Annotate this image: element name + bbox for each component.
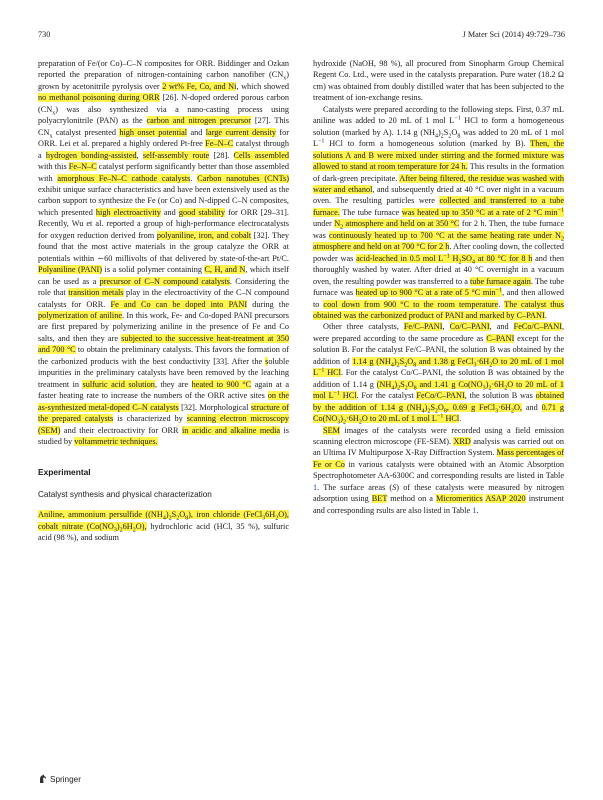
highlight: XRD: [453, 436, 471, 446]
highlight: continuously heated up to 700 °C at the same heating rate under $N_2$ atmosphere and held on at 700 °C for 2 h: [313, 230, 564, 252]
highlight: on the as-synthesized metal-doped C–N catalysts: [38, 391, 289, 412]
highlight: polyaniline, iron, and cobalt: [156, 230, 252, 240]
highlight: FeCo/C–PANI: [513, 322, 562, 332]
highlight: tube furnace again: [469, 276, 531, 286]
highlight: was heated up to 350 °C at a rate of 2 °C $\min^{-1}$: [401, 207, 564, 217]
highlight: SEM: [323, 425, 340, 435]
highlight: Cells assembled: [233, 150, 289, 160]
materials-paragraph: Aniline, ammonium persulfide $((NH_4)_2S_2O_8)$, iron chloride $(FeCl_36H_2O)$, cobalt nitrate $(Co(NO_3)_26H_2O)$, hydrochloric acid (HCl, 35 %), sulfuric acid (98 %), and sodium: [38, 510, 289, 543]
highlight: $N_2$ atmosphere and held on at 350 °C: [334, 219, 460, 231]
highlight: Mass percentages of Fe or Co: [313, 448, 564, 469]
highlight: heated up to 900 °C at a rate of 5 °C $\min^{-1}$: [355, 287, 503, 298]
highlight: Fe–N–C: [68, 162, 97, 172]
materials-continued-paragraph: hydroxide (NaOH, 98 %), all procured from Sinopharm Group Chemical Regent Co. Ltd., were used in the catalysts preparation. Pure water (18.2 Ω cm) was obtained from doubly distilled water that has been subjected to the treatment of ion-exchange resins.: [313, 59, 564, 103]
subsection-title: Catalyst synthesis and physical characterization: [38, 489, 212, 499]
publisher-name: Springer: [50, 774, 81, 784]
highlight: BET: [371, 494, 388, 504]
highlight: Polyaniline (PANI): [38, 265, 103, 275]
highlight: acid-leached in 0.5 mol $L^{-1}$ $H_2SO_4$ at 80 °C for 8 h: [356, 252, 533, 266]
highlight: Aniline, ammonium persulfide $((NH_4)_2S_2O_8)$, iron chloride $(FeCl_36H_2O)$, cobalt nitrate $(Co(NO_3)_26H_2O)$,: [38, 510, 289, 534]
highlight: good stability: [178, 207, 226, 217]
highlight: 2 wt% Fe, Co, and Ni: [162, 81, 237, 91]
highlight: 0.71 g $Co(NO_3)_2\cdot 6H_2O$ to 20 mL of 1 mol $L^{-1}$ HCl: [313, 402, 565, 426]
highlight: sulfuric acid solution: [82, 379, 155, 389]
springer-horse-icon: [38, 774, 47, 784]
highlight: collected and transferred to a tube furnace.: [313, 196, 564, 217]
highlight: high electroactivity: [95, 207, 161, 217]
highlight: no methanol poisoning during ORR: [38, 93, 160, 103]
highlight: Fe and Co can be doped into PANI: [110, 299, 248, 309]
highlight: subjected to the successive heat-treatment at 350 and 700 °C: [38, 333, 289, 355]
other-catalysts-paragraph: Other three catalysts, Fe/C–PANI, Co/C–PANI, and FeCo/C–PANI, were prepared according to the same procedure as C–PANI except for the solution B. For the catalyst Fe/C–PANI, the solution B was obtained by the addition of 1.14 g $(NH_4)_2S_2O_8$ and 1.38 g $FeCl_3\cdot 6H_2O$ to 20 mL of 1 mol $L^{-1}$ HCl. For the catalyst Co/C–PANI, the solution B was obtained by the addition of 1.14 g $(NH_4)_2S_2O_8$ and 1.41 g $Co(NO_3)_2\cdot 6H_2O$ to 20 mL of 1 mol $L^{-1}$ HCl. For the catalyst FeCo/C–PANI, the solution B was obtained by the addition of 1.14 g $(NH_4)_2S_2O_8$, 0.69 g $FeCl_3\cdot 6H_2O$, and 0.71 g $Co(NO_3)_2\cdot 6H_2O$ to 20 mL of 1 mol $L^{-1}$ HCl.: [313, 322, 565, 426]
highlight: polymerization of aniline: [38, 310, 122, 320]
highlight: transition metals: [68, 288, 124, 298]
highlight: large current density: [205, 127, 277, 137]
highlight: $(NH_4)_2S_2O_8$ and 1.41 g $Co(NO_3)_2\cdot 6H_2O$ to 20 mL of 1 mol $L^{-1}$ HCl: [313, 379, 564, 401]
characterization-paragraph: SEM images of the catalysts were recorded using a field emission scanning electron microscope (FE-SEM). XRD analysis was carried out on an Ultima IV Multipurpose X-Ray Diffraction System. Mass percentages of Fe or Co in various catalysts were obtained with an Atomic Absorption Spectrophotometer AA-6300C and corresponding results are listed in Table 1. The surface areas (S) of these catalysts were measured by nitrogen adsorption using BET method on a Micromeritics ASAP 2020 instrument and corresponding rsults are also listed in Table 1.: [313, 425, 565, 515]
footer: [38, 774, 81, 784]
procedure-paragraph: Catalysts were prepared according to the following steps. First, 0.37 mL aniline was added to 20 mL of 1 mol $L^{-1}$ HCl to form a homogeneous solution (marked by A). 1.14 g $(NH_4)_2S_2O_8$ was added to 20 mL of 1 mol $L^{-1}$ HCl to form a homogeneous solution (marked by B). Then, the solutions A and B were mixed under stirring and the formed mixture was allowed to stand at room temperature for 24 h. This results in the formation of dark-green precipitate. After being filtered, the residue was washed with water and ethanol, and subsequently dried at 40 °C over night in a vacuum oven. The resulting particles were collected and transferred to a tube furnace. The tube furnace was heated up to 350 °C at a rate of 2 °C $\min^{-1}$ under $N_2$ atmosphere and held on at 350 °C for 2 h. Then, the tube furnace was continuously heated up to 700 °C at the same heating rate under $N_2$ atmosphere and held on at 700 °C for 2 h. After cooling down, the collected powder was acid-leached in 0.5 mol $L^{-1}$ $H_2SO_4$ at 80 °C for 8 h and then thoroughly washed by water. After dried at 40 °C overnight in a vacuum oven, the resulting powder was transferred to a tube furnace again. The tube furnace was heated up to 900 °C at a rate of 5 °C $\min^{-1}$, and then allowed to cool down from 900 °C to the room temperature. The catalyst thus obtained was the carbonized product of PANI and marked by C–PANI.: [313, 104, 565, 320]
highlight: voltammetric techniques.: [74, 436, 158, 446]
highlight: carbon and nitrogen precursor: [146, 116, 251, 126]
highlight: C–PANI: [486, 333, 515, 343]
highlight: high onset potential: [119, 127, 188, 137]
highlight: ASAP 2020: [485, 494, 526, 504]
highlight: Micromeritics: [436, 494, 483, 504]
highlight: precursor of C–N compound catalysts: [99, 276, 230, 286]
highlight: 1.14 g $(NH_4)_2S_2O_8$ and 1.38 g $FeCl_3\cdot 6H_2O$ to 20 mL of 1 mol $L^{-1}$ HCl: [313, 356, 564, 378]
highlight: self-assembly route: [142, 150, 210, 160]
highlight: in acidic and alkaline media: [181, 425, 281, 435]
highlight: structure of the prepared catalysts: [38, 402, 289, 424]
highlight: C, H, and N: [204, 265, 246, 275]
journal-citation: J Mater Sci (2014) 49:729–736: [462, 30, 565, 39]
left-column: [38, 58, 289, 544]
highlight: Carbon nanotubes (CNTs): [197, 173, 290, 183]
table-link[interactable]: 1: [472, 505, 477, 515]
highlight: amorphous Fe–N–C cathode catalysts: [57, 173, 191, 183]
highlight: Then, the solutions A and B were mixed under stirring and the formed mixture was allowed to stand at room temperature for 24 h.: [313, 139, 565, 172]
highlight: After being filtered, the residue was washed with water and ethanol: [313, 173, 564, 194]
highlight: hydrogen bonding-assisted: [45, 150, 137, 160]
table-link[interactable]: 1: [313, 482, 318, 492]
highlight: Co/C–PANI: [449, 322, 490, 332]
highlight: heated to 900 °C: [191, 379, 252, 389]
highlight: scanning electron microscopy (SEM): [38, 414, 290, 435]
page-number: 730: [38, 30, 51, 39]
highlight: s: [265, 356, 269, 366]
section-title: Experimental: [38, 467, 91, 478]
highlight: FeCo/C–PANI: [416, 391, 465, 401]
running-header: [38, 30, 565, 42]
highlight: obtained by the addition of 1.14 g $(NH_4)_2S_2O_8$, 0.69 g $FeCl_3\cdot 6H_2O$,: [313, 391, 564, 415]
intro-paragraph: preparation of Fe/(or Co)–C–N composites for ORR. Biddinger and Ozkan reported the preparation of nitrogen-containing carbon nanofiber $(CN_x)$ grown by acetonitrile pyrolysis over 2 wt% Fe, Co, and Ni, which showed no methanol poisoning during ORR [26]. N-doped ordered porous carbon $(CN_x)$ was also synthesized via a nano-casting process using polyacrylonitrile (PAN) as the carbon and nitrogen precursor [27]. This $CN_x$ catalyst presented high onset potential and large current density for ORR. Lei et al. prepared a highly ordered Pt-free Fe–N–C catalyst through a hydrogen bonding-assisted, self-assembly route [28]. Cells assembled with this Fe–N–C catalyst perform significantly better than those assembled with amorphous Fe–N–C cathode catalysts. Carbon nanotubes (CNTs) exhibit unique surface characteristics and have been extensively used as the carbon support to synthesize the Fe (or Co) and N-dipped C–N composites, which presented high electroactivity and good stability for ORR [29–31]. Recently, Wu et al. reported a group of high-performance electrocatalysts for oxygen reduction derived from polyaniline, iron, and cobalt [32]. They found that the most active materials in the group catalyze the ORR at potentials within ∼60 millivolts of that delivered by state-of-the-art Pt/C. Polyaniline (PANI) is a solid polymer containing C, H, and N, which itself can be used as a precursor of C–N compound catalysts. Considering the role that transition metals play in the electroactivity of the C–N compound catalysts for ORR. Fe and Co can be doped into PANI during the polymerization of aniline. In this work, Fe- and Co-doped PANI precursors are first prepared by polymerizing aniline in the presence of Fe and Co salts, and then they are subjected to the successive heat-treatment at 350 and 700 °C to obtain the preliminary catalysts. This favors the formation of the carbonized products with the best conductivity [33]. After the soluble impurities in the preliminary catalysts have been removed by the leaching treatment in sulfuric acid solution, they are heated to 900 °C again at a faster heating rate to increase the numbers of the ORR active sites on the as-synthesized metal-doped C–N catalysts [32]. Morphological structure of the prepared catalysts is characterized by scanning electron microscopy (SEM) and their electroactivity for ORR in acidic and alkaline media is studied by voltammetric techniques.: [38, 59, 290, 446]
right-column: [313, 58, 564, 516]
highlight: Fe/C–PANI: [403, 322, 443, 332]
highlight: The catalyst thus obtained was the carbonized product of PANI and marked by C–PANI: [313, 299, 564, 320]
highlight: Fe–N–C: [205, 139, 234, 149]
highlight: cool down from 900 °C to the room temperature: [323, 299, 499, 309]
